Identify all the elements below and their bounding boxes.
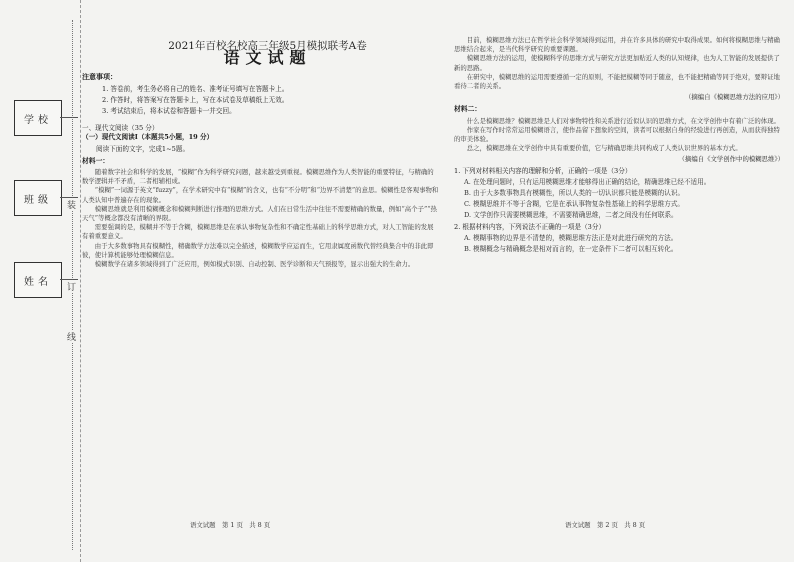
material-1-source: （摘编自《模糊思维方法的应用》） [684, 93, 784, 102]
passage-paragraph: 作家在写作时常常运用模糊语言，使作品留下想象的空间，读者可以根据自身的经验进行再创造，从而获得独特的审美体验。 [454, 125, 780, 144]
question-1-option: C. 模糊思维并不等于含糊，它是在承认事物复杂性基础上的科学思维方式。 [464, 200, 685, 209]
binding-margin [0, 0, 81, 562]
material-2-label: 材料二： [454, 105, 482, 114]
binding-mark: 订 [67, 280, 76, 293]
reading-instruction: 阅读下面的文字，完成1~5题。 [96, 144, 190, 153]
notice-heading: 注意事项： [82, 72, 117, 82]
question-1-option: B. 由于大多数事物具有模糊性，所以人类的一切认识都只能是模糊的认识。 [464, 189, 685, 198]
passage-paragraph: 目前，模糊思维方法已在哲学社会科学领域得到运用，并在许多具体的研究中取得成果。如何将模糊思维与精确思维结合起来，是当代科学研究的重要课题。 [454, 36, 780, 54]
school-box: 学校 [14, 100, 62, 136]
question-1-option: D. 文学创作只需要模糊思维，不需要精确思维，二者之间没有任何联系。 [464, 211, 678, 220]
passage-paragraph: 什么是模糊思维？模糊思维是人们对事物特性和关系进行近似认识的思维方式，在文学创作中有着广泛的体现。 [466, 116, 780, 125]
class-box: 班级 [14, 180, 62, 216]
passage-paragraph: 模糊数学在诸多领域得到了广泛应用，例如模式识别、自动控制、医学诊断和天气预报等，显示出强大的生命力。 [94, 260, 415, 269]
passage-paragraph: 在研究中，模糊思维的运用需要遵循一定的原则，不能把模糊等同于随意，也不能把精确等同于绝对，要辩证地看待二者的关系。 [454, 72, 780, 91]
binding-mark: 线 [67, 330, 76, 343]
section-heading: 一、现代文阅读（35 分） [82, 124, 159, 133]
school-fill-line [60, 117, 78, 118]
page-2-column [454, 36, 784, 256]
material-2-source: （摘编自《文学创作中的模糊思维》） [678, 155, 784, 164]
name-box: 姓名 [14, 262, 62, 298]
passage-paragraph: 由于大多数事物具有模糊性，精确数学方法难以完全描述，模糊数学应运而生，它用隶属度函数代替经典集合中的非此即彼，使计算机能够处理模糊信息。 [82, 241, 434, 259]
passage-paragraph: 模糊思维就是利用模糊概念和模糊判断进行推理的思维方式。人们在日常生活中往往不需要精确的数量，例如“高个子”“热天气”等概念都没有清晰的界限。 [82, 204, 437, 223]
question-1-option: A. 在处理问题时，只有运用模糊思维才能够得出正确的结论，精确思维已经不适用。 [464, 177, 711, 186]
page-2-footer: 语文试题 第 2 页 共 8 页 [565, 521, 646, 529]
question-2-option: A. 模糊事物的边界是不清楚的，模糊思维方法正是对此进行研究的方法。 [464, 233, 678, 242]
material-1-label: 材料一： [82, 156, 110, 165]
binding-mark: 装 [67, 198, 76, 211]
question-2-option: B. 模糊概念与精确概念是相对而言的，在一定条件下二者可以相互转化。 [464, 245, 678, 254]
passage-paragraph: 需要强调的是，模糊并不等于含糊，模糊思维是在承认事物复杂性和不确定性基础上的科学思维方式，对人工智能的发展有着重要意义。 [82, 223, 434, 241]
question-1: 1. 下列对材料相关内容的理解和分析，正确的一项是（3分） [454, 166, 632, 175]
exam-title: 2021年百校名校高三年级5月模拟联考A卷 [168, 40, 367, 52]
passage-paragraph: “模糊”一词源于英文“fuzzy”，在学术研究中有“模糊”的含义，也有“不分明”和“边界不清楚”的意思。模糊性是客观事物和人类认知中普遍存在的现象。 [82, 186, 439, 204]
passage-paragraph: 模糊思维方法的运用，使模糊科学的思维方式与研究方法更加贴近人类的认知规律，也为人工智能的发展提供了新的思路。 [454, 54, 780, 72]
page-1-footer: 语文试题 第 1 页 共 8 页 [190, 521, 271, 529]
subject-title: 语文试题 [223, 48, 312, 68]
page-1-column [82, 36, 439, 269]
notice-item: 2. 作答时，将答案写在答题卡上，写在本试卷及草稿纸上无效。 [102, 95, 289, 104]
notice-item: 3. 考试结束后，将本试卷和答题卡一并交回。 [102, 107, 236, 116]
passage-paragraph: 总之，模糊思维在文学创作中具有重要价值，它与精确思维共同构成了人类认识世界的基本方式。 [466, 144, 742, 153]
question-2: 2. 根据材料内容，下列说法不正确的一项是（3分） [454, 222, 606, 231]
subsection-heading: （一）现代文阅读Ⅰ（本题共5小题，19 分） [82, 133, 214, 142]
notice-item: 1. 答卷前，考生务必将自己的姓名、准考证号填写在答题卡上。 [102, 84, 289, 93]
passage-paragraph: 随着数字社会和科学的发展，“模糊”作为科学研究问题，越来越受到重视。模糊思维作为人类智能的重要特征，与精确的数学逻辑并不矛盾，二者相辅相成。 [82, 168, 434, 186]
